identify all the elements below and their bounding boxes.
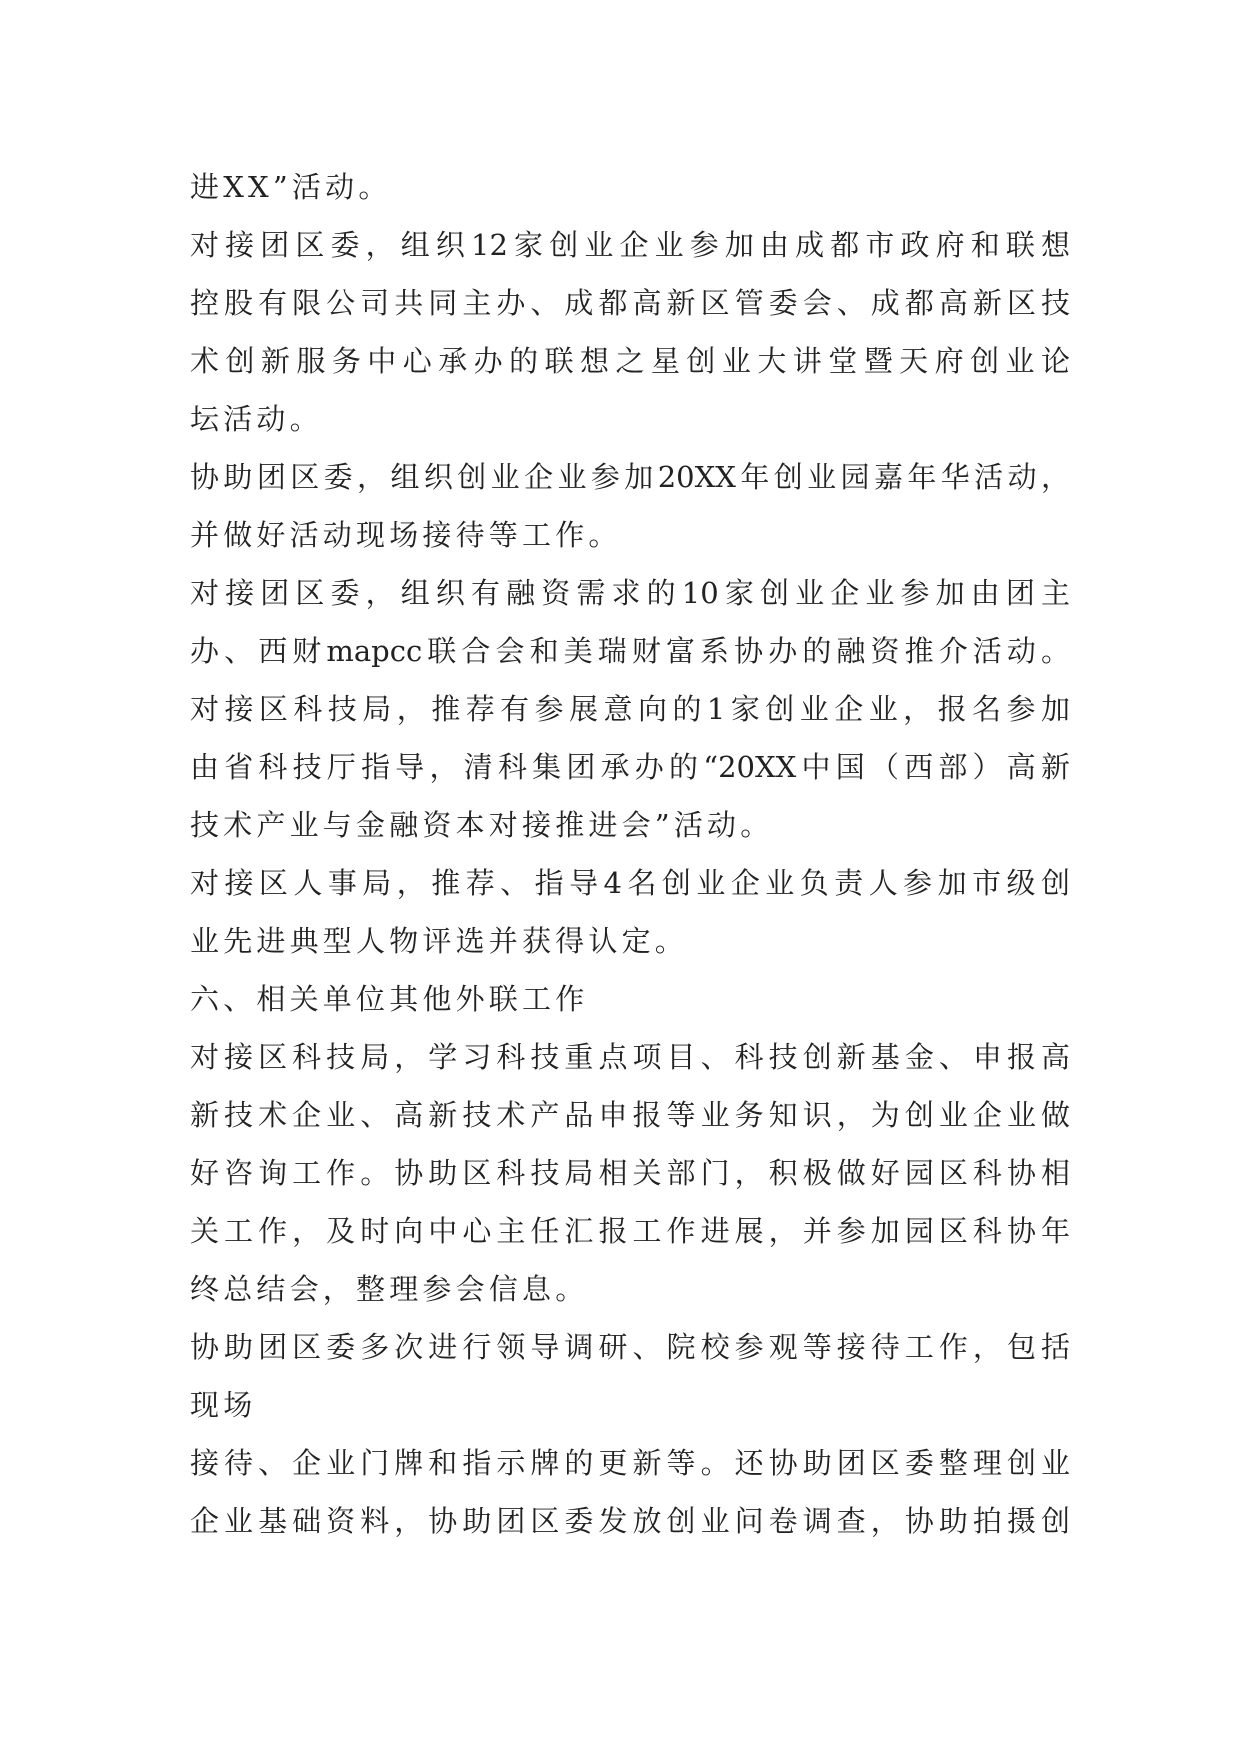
text-line: 业先进典型人物评选并获得认定。 xyxy=(190,924,689,958)
text-line: 对接团区委，组织有融资需求的10家创业企业参加由团主 xyxy=(190,576,1070,610)
text-line: 六、相关单位其他外联工作 xyxy=(190,982,589,1016)
text-line: 接待、企业门牌和指示牌的更新等。还协助团区委整理创业 xyxy=(190,1446,1070,1480)
text-line: 进XX”活动。 xyxy=(190,170,392,204)
text-line: 坛活动。 xyxy=(190,402,323,436)
text-line: 办、西财mapcc联合会和美瑞财富系协办的融资推介活动。 xyxy=(190,634,1070,668)
text-line: 企业基础资料，协助团区委发放创业问卷调查，协助拍摄创 xyxy=(190,1504,1070,1538)
text-line: 控股有限公司共同主办、成都高新区管委会、成都高新区技 xyxy=(190,286,1070,320)
text-line: 对接区科技局，学习科技重点项目、科技创新基金、申报高 xyxy=(190,1040,1070,1074)
text-line: 对接区人事局，推荐、指导4名创业企业负责人参加市级创 xyxy=(190,866,1070,900)
text-line: 由省科技厅指导，清科集团承办的“20XX中国（西部）高新 xyxy=(190,750,1070,784)
text-line: 对接团区委，组织12家创业企业参加由成都市政府和联想 xyxy=(190,228,1070,262)
text-line: 新技术企业、高新技术产品申报等业务知识，为创业企业做 xyxy=(190,1098,1070,1132)
text-line: 术创新服务中心承办的联想之星创业大讲堂暨天府创业论 xyxy=(190,344,1070,378)
text-line: 协助团区委，组织创业企业参加20XX年创业园嘉年华活动， xyxy=(190,460,1070,494)
text-line: 终总结会，整理参会信息。 xyxy=(190,1272,589,1306)
document-body xyxy=(190,158,1070,1550)
text-line: 对接区科技局，推荐有参展意向的1家创业企业，报名参加 xyxy=(190,692,1070,726)
text-line: 现场 xyxy=(190,1388,257,1422)
text-line: 并做好活动现场接待等工作。 xyxy=(190,518,622,552)
text-line: 协助团区委多次进行领导调研、院校参观等接待工作，包括 xyxy=(190,1330,1070,1364)
text-line: 好咨询工作。协助区科技局相关部门，积极做好园区科协相 xyxy=(190,1156,1070,1190)
text-line: 关工作，及时向中心主任汇报工作进展，并参加园区科协年 xyxy=(190,1214,1070,1248)
text-line: 技术产业与金融资本对接推进会”活动。 xyxy=(190,808,774,842)
